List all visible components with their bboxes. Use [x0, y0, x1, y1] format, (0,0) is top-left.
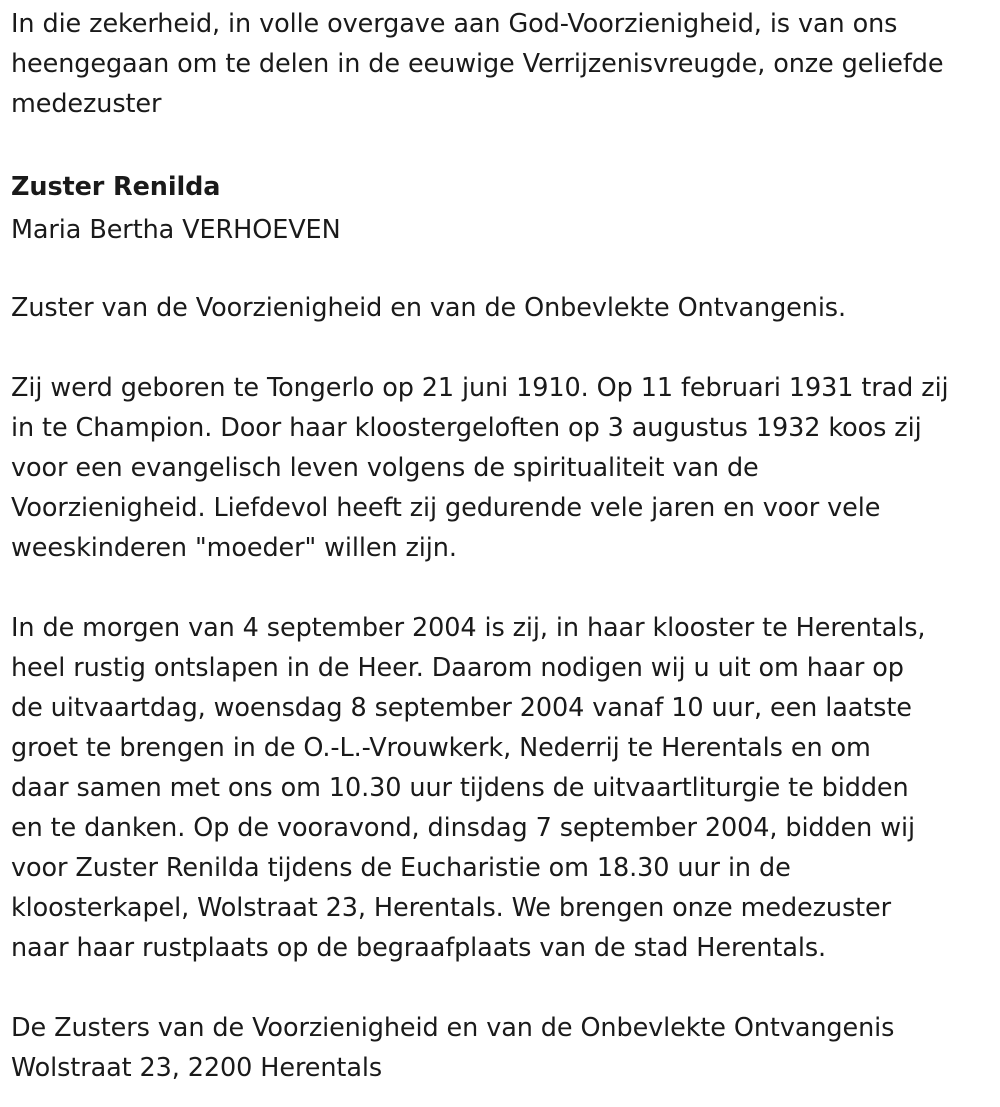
- funeral-line: voor Zuster Renilda tijdens de Eucharistie om 18.30 uur in de: [11, 853, 791, 883]
- civil-name: Maria Bertha VERHOEVEN: [11, 215, 341, 245]
- funeral-line: kloosterkapel, Wolstraat 23, Herentals. We brengen onze medezuster: [11, 893, 892, 923]
- intro-line: heengegaan om te delen in de eeuwige Verrijzenisvreugde, onze geliefde: [11, 49, 944, 79]
- funeral-line: In de morgen van 4 september 2004 is zij, in haar klooster te Herentals,: [11, 613, 926, 643]
- deceased-names: [11, 164, 996, 250]
- biography-paragraph: [11, 368, 996, 568]
- biography-line: voor een evangelisch leven volgens de spiritualiteit van de: [11, 453, 759, 483]
- funeral-line: daar samen met ons om 10.30 uur tijdens de uitvaartliturgie te bidden: [11, 773, 909, 803]
- intro-line: medezuster: [11, 89, 162, 119]
- funeral-line: de uitvaartdag, woensdag 8 september 2004 vanaf 10 uur, een laatste: [11, 693, 912, 723]
- congregation-paragraph: [11, 288, 996, 328]
- funeral-line: naar haar rustplaats op de begraafplaats van de stad Herentals.: [11, 933, 827, 963]
- obituary-notice: [11, 4, 996, 1088]
- biography-line: Voorzienigheid. Liefdevol heeft zij gedurende vele jaren en voor vele: [11, 493, 881, 523]
- intro-paragraph: [11, 4, 996, 124]
- biography-line: in te Champion. Door haar kloostergeloften op 3 augustus 1932 koos zij: [11, 413, 922, 443]
- sender-name: De Zusters van de Voorzienigheid en van de Onbevlekte Ontvangenis: [11, 1013, 895, 1043]
- biography-line: Zij werd geboren te Tongerlo op 21 juni 1910. Op 11 februari 1931 trad zij: [11, 373, 949, 403]
- sender-address: Wolstraat 23, 2200 Herentals: [11, 1053, 383, 1083]
- religious-name: Zuster Renilda: [11, 172, 221, 202]
- intro-line: In die zekerheid, in volle overgave aan God-Voorzienigheid, is van ons: [11, 9, 898, 39]
- congregation-line: Zuster van de Voorzienigheid en van de Onbevlekte Ontvangenis.: [11, 293, 847, 323]
- biography-line: weeskinderen "moeder" willen zijn.: [11, 533, 457, 563]
- funeral-paragraph: [11, 608, 996, 968]
- funeral-line: groet te brengen in de O.-L.-Vrouwkerk, Nederrij te Herentals en om: [11, 733, 871, 763]
- funeral-line: heel rustig ontslapen in de Heer. Daarom nodigen wij u uit om haar op: [11, 653, 904, 683]
- signature-block: [11, 1008, 996, 1088]
- funeral-line: en te danken. Op de vooravond, dinsdag 7 september 2004, bidden wij: [11, 813, 915, 843]
